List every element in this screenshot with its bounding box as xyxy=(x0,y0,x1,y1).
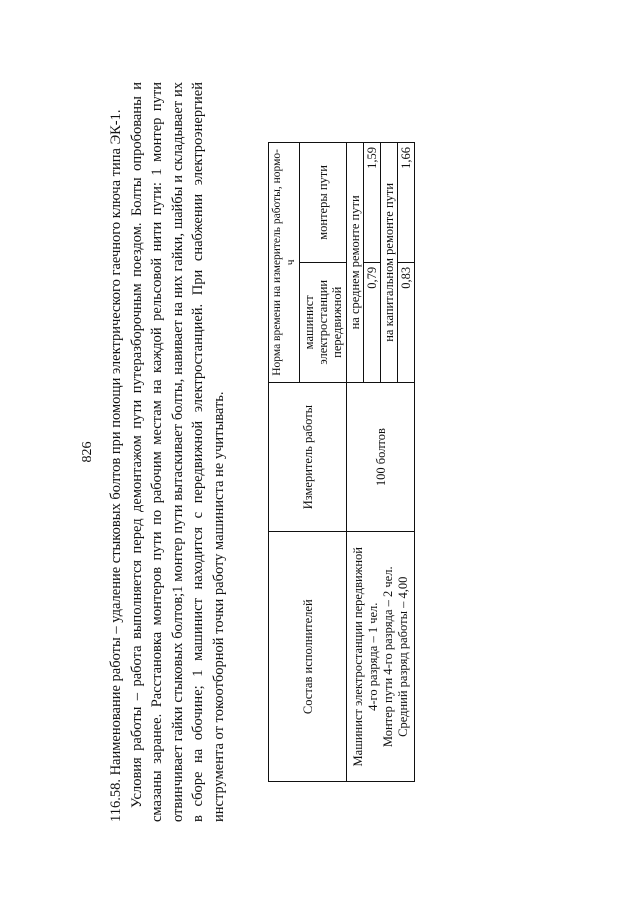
value-trackmen-capital: 1,66 xyxy=(398,143,415,263)
row-label-medium: на среднем ремонте пути xyxy=(347,143,364,383)
header-machinist: машинист электростанции передвижной xyxy=(300,262,347,382)
norms-table xyxy=(268,142,415,782)
section-heading: 116.58. Наименование работы – удаление стыковых болтов при помощи электрического гаечного ключа типа ЭК-1. xyxy=(108,109,124,822)
header-norm: Норма времени на измеритель работы, нормо-ч xyxy=(269,143,300,383)
header-measure: Измеритель работы xyxy=(269,382,347,532)
measure-cell: 100 болтов xyxy=(347,382,415,532)
composition-line: Машинист электростанции передвижной xyxy=(350,547,365,767)
composition-cell xyxy=(347,532,415,782)
composition-line: Средний разряд работы – 4,00 xyxy=(395,576,410,737)
row-label-capital: на капитальном ремонте пути xyxy=(381,143,398,383)
composition-line: 4-го разряда – 1 чел. xyxy=(365,602,380,711)
page-number: 826 xyxy=(80,441,95,463)
section-conditions: Условия работы – работа выполняется перед демонтажом пути путеразборочным поездом. Болты опробованы и смазаны заранее. Расстановка монтеров пути по рабочим местам на каждой рельсовой нити пути: 1 монтер пути отвинчивает гайки стыковых болтов;1 монтер пути вытаскивает болты, навивает на них гайки, шайбы и складывает их в сборе на обочине; 1 машинист находится с передвижной электростанцией. При снабжении электроэнергией инструмента от токоотборной точки работу машиниста не учитывать. xyxy=(128,82,227,822)
header-composition: Состав исполнителей xyxy=(269,532,347,782)
rotated-page xyxy=(80,62,540,842)
section-text xyxy=(106,82,230,822)
value-machinist-medium: 0,79 xyxy=(364,262,381,382)
value-trackmen-medium: 1,59 xyxy=(364,143,381,263)
table-row xyxy=(347,143,364,782)
header-trackmen: монтеры пути xyxy=(300,143,347,263)
value-machinist-capital: 0,83 xyxy=(398,262,415,382)
table-header-row-1 xyxy=(269,143,300,782)
composition-line: Монтер пути 4-го разряда – 2 чел. xyxy=(380,566,395,748)
